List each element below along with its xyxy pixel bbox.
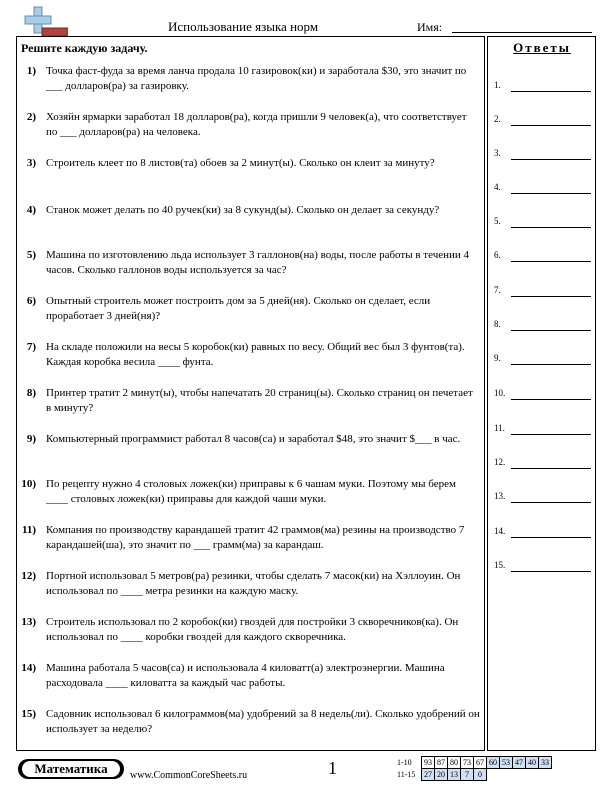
answer-row <box>494 353 592 367</box>
problem <box>20 569 480 599</box>
answer-row <box>494 114 592 128</box>
answer-number: 5. <box>494 216 501 226</box>
answer-number: 2. <box>494 114 501 124</box>
problem-number: 5) <box>26 249 36 261</box>
problem <box>20 477 480 507</box>
score-cell: 27 <box>422 769 435 781</box>
score-cell: 40 <box>526 757 539 769</box>
problem-number: 1) <box>26 65 36 77</box>
answer-field[interactable] <box>511 91 591 92</box>
answer-field[interactable] <box>511 125 591 126</box>
answer-row <box>494 526 592 540</box>
problem-text: Строитель клеет по 8 листов(та) обоев за 2 минут(ы). Сколько он клеит за минуту? <box>46 157 435 169</box>
problem <box>20 110 480 140</box>
answer-row <box>494 491 592 505</box>
problem-number: 6) <box>26 295 36 307</box>
problem-text: Машина работала 5 часов(са) и использовала 4 киловатт(а) электроэнергии. Машина расходовала ____ киловатта за каждый час работы. <box>46 662 445 689</box>
problem <box>20 294 480 324</box>
problem <box>20 432 480 447</box>
answer-row <box>494 388 592 402</box>
instructions: Решите каждую задачу. <box>21 41 148 55</box>
score-cell: 20 <box>435 769 448 781</box>
problem-number: 12) <box>21 570 36 582</box>
answer-field[interactable] <box>511 227 591 228</box>
page-number: 1 <box>328 758 337 778</box>
answer-number: 11. <box>494 423 505 433</box>
answer-row <box>494 216 592 230</box>
problem-text: Компания по производству карандашей тратит 42 граммов(ма) резины на производство 7 карандашей(ша), это значит по ___ грамм(ма) за карандаш. <box>46 524 465 551</box>
answer-field[interactable] <box>511 571 591 572</box>
problem-number: 10) <box>21 478 36 490</box>
answer-number: 14. <box>494 526 506 536</box>
problem <box>20 523 480 553</box>
score-cell: 13 <box>448 769 461 781</box>
problem-number: 9) <box>26 433 36 445</box>
score-row-label: 11-15 <box>397 770 416 779</box>
problem <box>20 248 480 278</box>
problem-text: По рецепту нужно 4 столовых ложек(ки) приправы к 6 чашам муки. Поэтому мы берем ____ столовых ложек(ки) приправы для каждой чаши муки. <box>46 478 456 505</box>
answers-title: Ответы <box>513 40 571 55</box>
answer-field[interactable] <box>511 159 591 160</box>
score-row <box>395 757 552 769</box>
answer-number: 3. <box>494 148 501 158</box>
answer-number: 4. <box>494 182 501 192</box>
answers-divider <box>484 36 488 751</box>
score-row <box>395 769 552 781</box>
brand-badge <box>18 759 124 779</box>
answer-row <box>494 423 592 437</box>
problem-text: Компьютерный программист работал 8 часов(са) и заработал $48, это значит $___ в час. <box>46 433 461 445</box>
score-cell: 60 <box>487 757 500 769</box>
problem-number: 14) <box>21 662 36 674</box>
score-cell: 7 <box>461 769 474 781</box>
answer-field[interactable] <box>511 193 591 194</box>
score-cell: 80 <box>448 757 461 769</box>
problem-text: Портной использовал 5 метров(ра) резинки, чтобы сделать 7 масок(ки) на Хэллоуин. Он использовал по ____ метра резинки на каждую маску. <box>46 570 461 597</box>
answer-row <box>494 80 592 94</box>
problem-text: На складе положили на весы 5 коробок(ки) равных по весу. Общий вес был 3 фунтов(та). Каждая коробка весила ____ фунта. <box>46 341 465 368</box>
answer-row <box>494 285 592 299</box>
problem <box>20 386 480 416</box>
problem <box>20 64 480 94</box>
problem-text: Строитель использовал по 2 коробок(ки) гвоздей для постройки 3 скворечников(ка). Он использовал по ____ коробки гвоздей для каждого скворечника. <box>46 616 459 643</box>
problem-number: 2) <box>26 111 36 123</box>
answer-field[interactable] <box>511 434 591 435</box>
answer-row <box>494 457 592 471</box>
logo-icon <box>18 6 68 36</box>
answer-number: 6. <box>494 250 501 260</box>
answer-field[interactable] <box>511 537 591 538</box>
problem-number: 3) <box>26 157 36 169</box>
score-row-label: 1-10 <box>397 758 412 767</box>
problem-text: Хозяйн ярмарки заработал 18 долларов(ра), когда пришли 9 человек(а), что соответствует по ___ долларов(ра) на человека. <box>46 111 467 138</box>
answer-number: 9. <box>494 353 501 363</box>
answer-number: 13. <box>494 491 506 501</box>
score-cell: 33 <box>539 757 552 769</box>
score-cell: 93 <box>422 757 435 769</box>
problem-number: 7) <box>26 341 36 353</box>
score-cell: 73 <box>461 757 474 769</box>
answer-number: 7. <box>494 285 501 295</box>
brand-label: Математика <box>22 761 120 777</box>
problem-number: 13) <box>21 616 36 628</box>
answer-number: 15. <box>494 560 506 570</box>
answer-field[interactable] <box>511 296 591 297</box>
problem-text: Станок может делать по 40 ручек(ки) за 8 сукунд(ы). Сколько он делает за секунду? <box>46 204 440 216</box>
answer-row <box>494 250 592 264</box>
problem-number: 15) <box>21 708 36 720</box>
problem <box>20 707 480 737</box>
answer-row <box>494 182 592 196</box>
answer-field[interactable] <box>511 468 591 469</box>
answer-row <box>494 560 592 574</box>
answer-field[interactable] <box>511 330 591 331</box>
problem-text: Опытный строитель может построить дом за 5 дней(ня). Сколько он сделает, если проработает 3 дней(ня)? <box>46 295 431 322</box>
problem <box>20 615 480 645</box>
problem-text: Садовник использовал 6 килограммов(ма) удобрений за 8 недель(ли). Сколько удобрений он использует за неделю? <box>46 708 480 735</box>
score-cell: 47 <box>513 757 526 769</box>
answer-field[interactable] <box>511 502 591 503</box>
answer-row <box>494 319 592 333</box>
answer-field[interactable] <box>511 261 591 262</box>
problem <box>20 156 480 171</box>
score-cell: 87 <box>435 757 448 769</box>
answer-row <box>494 148 592 162</box>
problem <box>20 203 480 218</box>
score-cell: 67 <box>474 757 487 769</box>
worksheet-title: Использование языка норм <box>168 19 319 34</box>
answer-number: 1. <box>494 80 501 90</box>
problem-number: 8) <box>26 387 36 399</box>
answer-number: 10. <box>494 388 506 398</box>
problem <box>20 661 480 691</box>
problem-number: 11) <box>21 524 36 536</box>
problem-text: Точка фаст-фуда за время ланча продала 10 газировок(ки) и заработала $30, это значит по ___ долларов(ра) за газировку. <box>46 65 467 92</box>
answer-number: 8. <box>494 319 501 329</box>
score-cell: 53 <box>500 757 513 769</box>
answer-field[interactable] <box>511 399 591 400</box>
problem-text: Машина по изготовлению льда использует 3 галлонов(на) воды, после работы в течении 4 часов. Сколько галлонов воды используется за час? <box>46 249 470 276</box>
score-table <box>395 756 552 781</box>
problem-number: 4) <box>26 204 36 216</box>
name-label: Имя: <box>417 20 443 34</box>
site-url: www.CommonCoreSheets.ru <box>130 770 248 781</box>
problem-text: Принтер тратит 2 минут(ы), чтобы напечатать 20 страниц(ы). Сколько страниц он печетает в минуту? <box>46 387 473 414</box>
score-cell: 0 <box>474 769 487 781</box>
problem <box>20 340 480 370</box>
answer-field[interactable] <box>511 364 591 365</box>
answer-number: 12. <box>494 457 506 467</box>
name-field[interactable] <box>452 32 592 33</box>
